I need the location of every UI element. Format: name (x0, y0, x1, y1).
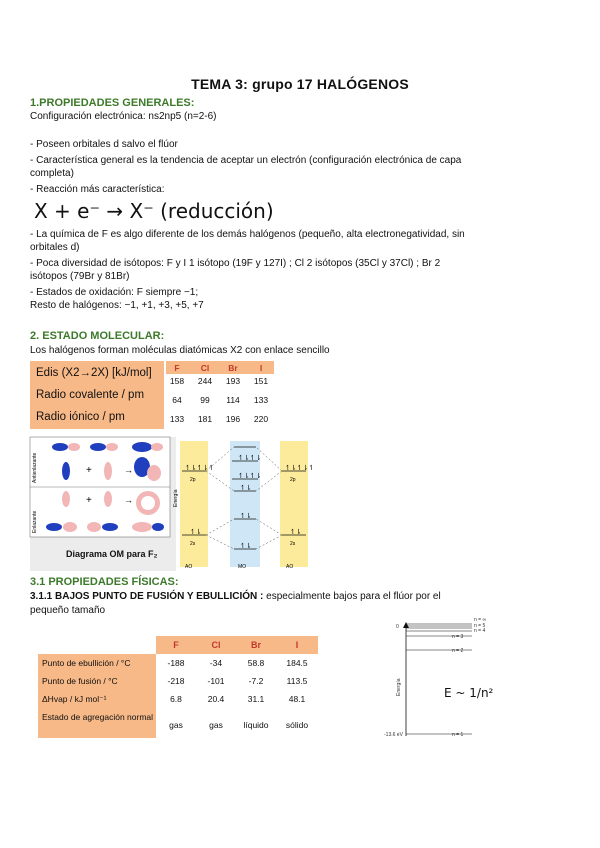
table-cell: 114 (226, 395, 240, 405)
table-cell: 158 (169, 376, 185, 386)
text-line: isótopos (79Br y 81Br) (30, 271, 130, 282)
table-cell: 181 (197, 414, 213, 424)
text-line: completa) (30, 168, 74, 179)
row-label: ΔHvap / kJ mol⁻¹ (38, 690, 156, 708)
antibonding-label: Antienlazante (32, 452, 38, 483)
level-label: n = 3 (452, 634, 464, 640)
reaction-equation: X + e⁻ → X⁻ (reducción) (34, 199, 274, 223)
table-cell: 184.5 (286, 658, 308, 668)
table-cell: 64 (172, 395, 182, 405)
svg-text:↿⇂: ↿⇂ (190, 528, 202, 536)
mo-diagram-figure (30, 437, 315, 571)
table-cell: -34 (209, 658, 223, 668)
level-label: n = 2 (452, 648, 464, 654)
ao-label: AO (286, 564, 294, 570)
svg-text:↿⇂↿⇂↿: ↿⇂↿⇂↿ (285, 464, 315, 472)
energy-formula: E ~ 1/n² (444, 686, 494, 700)
subheading-bold: 3.1.1 BAJOS PUNTO DE FUSIÓN Y EBULLICIÓN : (30, 591, 264, 602)
row-label: Punto de fusión / °C (38, 672, 156, 690)
subheading-rest: especialmente bajos para el flúor por el (263, 591, 441, 602)
energy-levels-svg (382, 612, 512, 740)
level-label: 2s (190, 541, 196, 547)
svg-text:→: → (124, 495, 133, 505)
table-cell: -218 (167, 676, 185, 686)
top-value: 0 (396, 624, 399, 630)
subheading-line (30, 590, 500, 603)
table-cell: 196 (225, 414, 241, 424)
text-line: orbitales d) (30, 242, 80, 253)
table-cell: sólido (285, 720, 309, 730)
table-cell: gas (169, 720, 183, 730)
table-cell: 133 (169, 414, 185, 424)
text-line: Los halógenos forman moléculas diatómicas X2 con enlace sencillo (30, 345, 330, 356)
svg-text:↿⇂: ↿⇂ (290, 528, 302, 536)
svg-text:+: + (86, 495, 92, 506)
row-label: Punto de ebullición / °C (38, 654, 156, 672)
table-cell: 113.5 (286, 676, 308, 686)
text-line: - Poca diversidad de isótopos: F y I 1 isótopo (19F y 127I) ; Cl 2 isótopos (35Cl y 37Cl) ; Br 2 (30, 258, 441, 269)
table-cell: -188 (167, 658, 185, 668)
row-label: Edis (X2→2X) [kJ/mol] (30, 361, 164, 385)
bottom-value: -13.6 eV (384, 732, 403, 738)
table-cell: gas (209, 720, 223, 730)
table-cell: 193 (225, 376, 241, 386)
section-heading-general: 1.PROPIEDADES GENERALES: (30, 97, 195, 109)
dissociation-table (30, 361, 274, 429)
level-label: 2p (290, 477, 296, 483)
text-line: Resto de halógenos: −1, +1, +3, +5, +7 (30, 300, 204, 311)
bonding-label: Enlazante (32, 510, 38, 533)
col-header: Cl (200, 363, 210, 373)
table-cell: 151 (253, 376, 269, 386)
energy-levels-figure (382, 612, 512, 740)
svg-text:↿⇂↿⇂: ↿⇂↿⇂ (238, 472, 262, 480)
text-line: - Reacción más característica: (30, 184, 165, 195)
col-header: I (276, 636, 318, 654)
level-label: n = 5 (474, 623, 486, 629)
physical-properties-table (38, 636, 318, 746)
svg-text:↿⇂: ↿⇂ (240, 512, 252, 520)
level-label: 2p (190, 477, 196, 483)
col-header: F (156, 636, 196, 654)
svg-text:+: + (86, 465, 92, 476)
table-cell: 133 (253, 395, 269, 405)
col-header: Cl (196, 636, 236, 654)
table-cell: 99 (200, 395, 210, 405)
col-header: I (259, 363, 263, 373)
text-line: - Estados de oxidación: F siempre −1; (30, 287, 199, 298)
ao-label: AO (185, 564, 193, 570)
section-heading-physical: 3.1 PROPIEDADES FÍSICAS: (30, 576, 179, 588)
level-label: n = 1 (452, 732, 464, 738)
energy-axis-label: Energía (396, 678, 402, 696)
level-label: 2s (290, 541, 296, 547)
row-label: Radio iónico / pm (30, 406, 164, 429)
mo-diagram-caption: Diagrama OM para F₂ (66, 549, 158, 559)
table-cell: -101 (207, 676, 225, 686)
svg-text:↿⇂↿⇂↿: ↿⇂↿⇂↿ (185, 464, 215, 472)
table-cell: 244 (197, 376, 213, 386)
col-header: Br (236, 636, 276, 654)
row-label: Radio covalente / pm (30, 385, 164, 406)
text-line: - Característica general es la tendencia de aceptar un electrón (configuración electrónica de capa (30, 155, 462, 166)
text-line: - La química de F es algo diferente de los demás halógenos (pequeño, alta electronegatividad, sin (30, 229, 465, 240)
mo-label: MO (238, 564, 247, 570)
svg-text:↿⇂: ↿⇂ (240, 542, 252, 550)
page-title: TEMA 3: grupo 17 HALÓGENOS (191, 76, 409, 92)
table-cell: 31.1 (247, 694, 265, 704)
level-label: n = ∞ (474, 617, 487, 623)
table-cell: 6.8 (170, 694, 182, 704)
svg-text:↿⇂↿⇂: ↿⇂↿⇂ (238, 454, 262, 462)
table-cell: 48.1 (288, 694, 306, 704)
text-line: Configuración electrónica: ns2np5 (n=2-6) (30, 111, 217, 122)
table-cell: líquido (243, 720, 269, 730)
table-cell: 20.4 (207, 694, 225, 704)
text-line: pequeño tamaño (30, 605, 106, 616)
col-header: Br (228, 363, 238, 373)
table-cell: -7.2 (248, 676, 264, 686)
col-header: F (174, 363, 180, 373)
table-cell: 58.8 (247, 658, 265, 668)
text-line: - Poseen orbitales d salvo el flúor (30, 139, 178, 150)
svg-text:→: → (124, 465, 133, 475)
svg-text:↿⇂: ↿⇂ (240, 484, 252, 492)
row-label: Estado de agregación normal (38, 708, 156, 738)
level-label: n = 4 (474, 628, 486, 634)
table-cell: 220 (253, 414, 269, 424)
section-heading-molecular: 2. ESTADO MOLECULAR: (30, 330, 165, 342)
energy-axis-label: Energía (173, 489, 179, 507)
